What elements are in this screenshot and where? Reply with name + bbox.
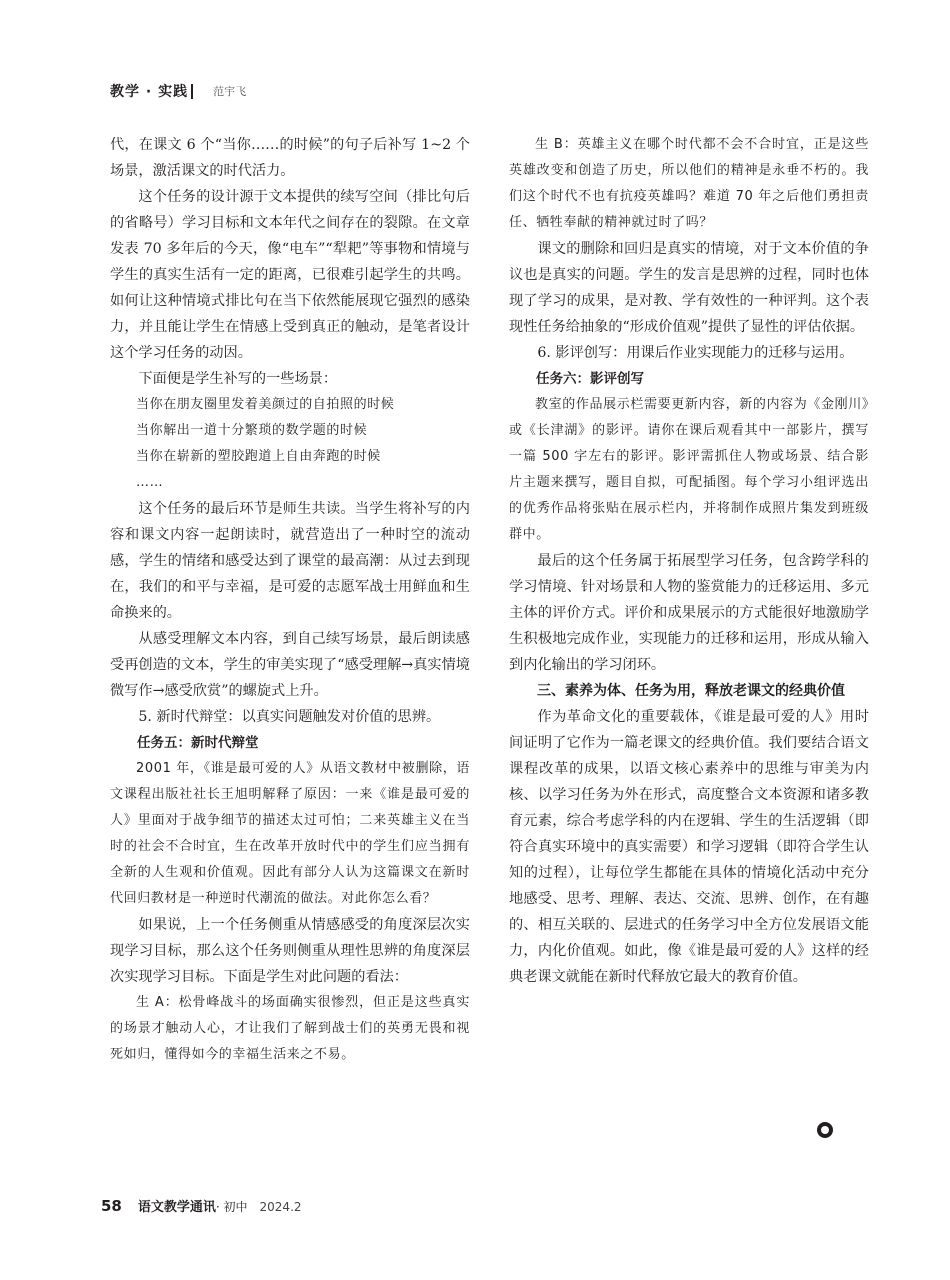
end-of-article-icon [817, 1122, 833, 1138]
paragraph: 6. 影评创写：用课后作业实现能力的迁移与运用。 [537, 345, 854, 361]
page-number: 58 [101, 1197, 122, 1215]
journal-edition: · 初中 [215, 1200, 248, 1214]
paragraph: 这个任务的最后环节是师生共读。当学生将补写的内容和课文内容一起朗读时，就营造出了一种时空的流动感，学生的情绪和感受达到了课堂的最高潮：从过去到现在，我们的和平与幸福，是可爱的志愿军战士用鲜血和生命换来的。 [110, 501, 470, 621]
left-column [110, 132, 470, 1068]
paragraph: 生 B：英雄主义在哪个时代都不会不合时宜，正是这些英雄改变和创造了历史，所以他们的精神是永垂不朽的。我们这个时代不也有抗疫英雄吗？难道 70 年之后他们勇担责任、牺牲奉献的精神就过时了吗？ [509, 137, 869, 230]
paragraph: 如果说，上一个任务侧重从情感感受的角度深层次实现学习目标，那么这个任务则侧重从理性思辨的角度深层次实现学习目标。下面是学生对此问题的看法： [110, 917, 470, 985]
journal-name: 语文教学通讯 [137, 1200, 216, 1215]
paragraph: 教室的作品展示栏需要更新内容，新的内容为《金刚川》或《长津湖》的影评。请你在课后观看其中一部影片，撰写一篇 500 字左右的影评。影评需抓住人物或场景、结合影片主题来撰写，题目自拟，可配插图。每个学习小组评选出的优秀作品将张贴在展示栏内，并将制作成照片集发到班级群中。 [509, 397, 869, 542]
paragraph: 从感受理解文本内容，到自己续写场景，最后朗读感受再创造的文本，学生的审美实现了“感受理解→真实情境微写作→感受欣赏”的螺旋式上升。 [110, 631, 470, 699]
right-column [509, 132, 869, 990]
header-divider [191, 84, 193, 99]
section-heading: 任务六：影评创写 [536, 371, 644, 387]
paragraph: 5. 新时代辩堂：以真实问题触发对价值的思辨。 [138, 709, 441, 725]
paragraph: 当你在崭新的塑胶跑道上自由奔跑的时候 [136, 449, 381, 464]
paragraph: 作为革命文化的重要载体，《谁是最可爱的人》用时间证明了它作为一篇老课文的经典价值。我们要结合语文课程改革的成果，以语文核心素养中的思维与审美为内核、以学习任务为外在形式，高度整合文本资源和诸多教育元素，综合考虑学科的内在逻辑、学生的生活逻辑（即符合真实环境中的真实需要）和学习逻辑（即符合学生认知的过程），让每位学生都能在具体的情境化活动中充分地感受、思考、理解、表达、交流、思辨、创作，在有趣的、相互关联的、层进式的任务学习中全方位发展语文能力，内化价值观。如此，像《谁是最可爱的人》这样的经典老课文就能在新时代释放它最大的教育价值。 [509, 709, 869, 985]
running-header [110, 80, 246, 102]
paragraph: 下面便是学生补写的一些场景： [138, 371, 338, 387]
paragraph: 当你在朋友圈里发着美颜过的自拍照的时候 [136, 397, 395, 412]
running-footer [101, 1196, 302, 1215]
paragraph: 课文的删除和回归是真实的情境，对于文本价值的争议也是真实的问题。学生的发言是思辨的过程，同时也体现了学习的成果，是对教、学有效性的一种评判。这个表现性任务给抽象的“形成价值观”提供了显性的评估依据。 [509, 241, 869, 335]
paragraph: 当你解出一道十分繁琐的数学题的时候 [136, 423, 368, 438]
paragraph: 代，在课文 6 个“当你……的时候”的句子后补写 1~2 个场景，激活课文的时代活力。 [110, 137, 470, 179]
section-heading: 任务五：新时代辩堂 [137, 735, 259, 751]
paragraph: 最后的这个任务属于拓展型学习任务，包含跨学科的学习情境、针对场景和人物的鉴赏能力的迁移运用、多元主体的评价方式。评价和成果展示的方式能很好地激励学生积极地完成作业，实现能力的迁移和运用，形成从输入到内化输出的学习闭环。 [509, 553, 869, 673]
section-heading: 三、素养为体、任务为用，释放老课文的经典价值 [537, 683, 845, 699]
issue-number: 2024.2 [259, 1200, 302, 1214]
paragraph: …… [136, 475, 164, 490]
paragraph: 这个任务的设计源于文本提供的续写空间（排比句后的省略号）学习目标和文本年代之间存在的裂隙。在文章发表 70 多年后的今天，像“电车”“犁耙”等事物和情境与学生的真实生活有一定的距离，已很难引起学生的共鸣。如何让这种情境式排比句在当下依然能展现它强烈的感染力，并且能让学生在情感上受到真正的触动，是笔者设计这个学习任务的动因。 [110, 189, 470, 361]
paragraph: 生 A：松骨峰战斗的场面确实很惨烈，但正是这些真实的场景才触动人心，才让我们了解到战士们的英勇无畏和视死如归，懂得如今的幸福生活来之不易。 [110, 995, 470, 1062]
author-name: 范宇飞 [213, 85, 247, 98]
paragraph: 2001 年，《谁是最可爱的人》从语文教材中被删除，语文课程出版社社长王旭明解释了原因：一来《谁是最可爱的人》里面对于战争细节的描述太过可怕；二来英雄主义在当时的社会不合时宜，生在改革开放时代中的学生们应当拥有全新的人生观和价值观。因此有部分人认为这篇课文在新时代回归教材是一种逆时代潮流的做法。对此你怎么看？ [110, 761, 470, 906]
section-title: 教学 · 实践 [110, 84, 189, 100]
